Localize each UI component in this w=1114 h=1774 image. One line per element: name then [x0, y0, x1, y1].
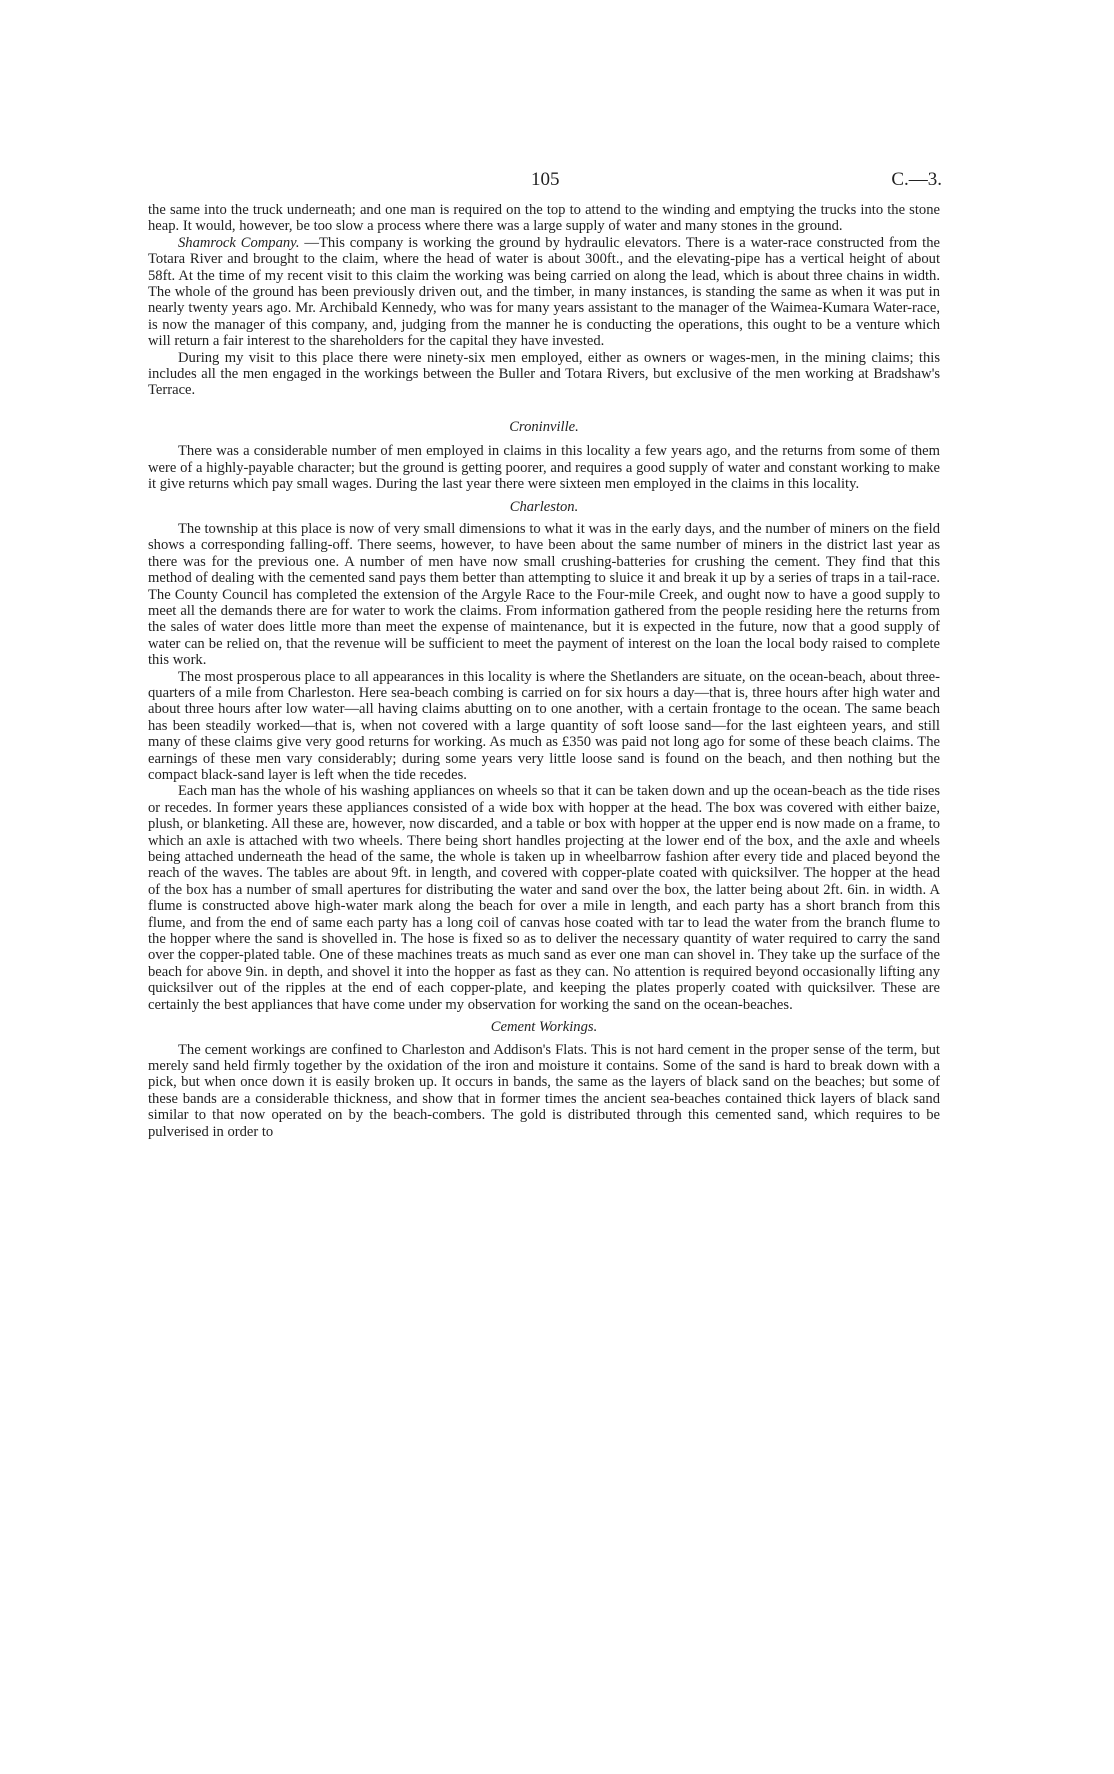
heading-croninville: Croninville.	[509, 418, 579, 435]
heading-cement-workings: Cement Workings.	[490, 1019, 598, 1036]
paragraph-cement-workings: The cement workings are confined to Charleston and Addison's Flats. This is not hard cement in the proper sense of the term, but merely sand held firmly together by the oxidation of the iron and moisture it contains. Some of the sand is hard to break down with a pick, but when once down it is easily broken up. It occurs in bands, the same as the layers of black sand on the beaches; but some of these bands are a considerable thickness, and show that in former times the ancient sea-beaches contained thick layers of black sand similar to that now operated on by the beach-combers. The gold is distributed through this cemented sand, which requires to be pulverised in order to	[148, 1041, 940, 1140]
shamrock-company-heading: Shamrock Company.	[178, 234, 300, 251]
paragraph-shamrock-company	[148, 235, 940, 350]
page-number: 105	[531, 169, 560, 190]
paragraph-washing-appliances: Each man has the whole of his washing appliances on wheels so that it can be taken down and up the ocean-beach as the tide rises or recedes. In former years these appliances consisted of a wide box with hopper at the head. The box was covered with either baize, plush, or blanketing. All these are, however, now discarded, and a table or box with hopper at the upper end is now made on a frame, to which an axle is attached with two wheels. There being short handles projecting at the lower end of the box, and the axle and wheels being attached underneath the head of the same, the whole is taken up in wheelbarrow fashion after every tide and placed beyond the reach of the waves. The tables are about 9ft. in length, and covered with copper-plate coated with quicksilver. The hopper at the head of the box has a number of small apertures for distributing the water and sand over the box, the latter being about 2ft. 6in. in width. A flume is constructed above high-water mark along the beach for over a mile in length, and each party has a short branch from this flume, and from the end of same each party has a long coil of canvas hose coated with tar to lead the water from the branch flume to the hopper where the sand is shovelled in. The hose is fixed so as to deliver the necessary quantity of water required to carry the sand over the copper-plated table. One of these machines treats as much sand as ever one man can shovel in. They take up the surface of the beach for above 9in. in depth, and shovel it into the hopper as fast as they can. No attention is required beyond occasionally lifting any quicksilver out of the ripples at the end of each copper-plate, and keeping the plates properly coated with quicksilver. These are certainly the best appliances that have come under my observation for working the sand on the ocean-beaches.	[148, 783, 940, 1013]
document-reference: C.—3.	[891, 169, 942, 190]
paragraph-croninville: There was a considerable number of men employed in claims in this locality a few years ago, and the returns from some of them were of a highly-payable character; but the ground is getting poorer, and requires a good supply of water and constant working to make it give returns which pay small wages. During the last year there were sixteen men employed in the claims in this locality.	[148, 443, 940, 493]
paragraph-charleston-township: The township at this place is now of very small dimensions to what it was in the early days, and the number of miners on the field shows a corresponding falling-off. There seems, however, to have been about the same number of miners in the district last year as there was for the previous one. A number of men have now small crushing-batteries for crushing the cement. They find that this method of dealing with the cemented sand pays them better than attempting to sluice it and break it up by a series of traps in a tail-race. The County Council has completed the extension of the Argyle Race to the Four-mile Creek, and ought now to have a good supply to meet all the demands there are for water to work the claims. From information gathered from the people residing here the returns from the sales of water does little more than meet the expense of maintenance, but it is expected in the future, now that a good supply of water can be relied on, that the revenue will be sufficient to meet the payment of interest on the loan the local body raised to complete this work.	[148, 520, 940, 669]
page-header	[148, 168, 940, 202]
heading-charleston: Charleston.	[509, 498, 579, 515]
paragraph-visit-miners: During my visit to this place there were ninety-six men employed, either as owners or wages-men, in the mining claims; this includes all the men engaged in the workings between the Buller and Totara Rivers, but exclusive of the men working at Bradshaw's Terrace.	[148, 349, 940, 399]
paragraph-truck-continuation: the same into the truck underneath; and one man is required on the top to attend to the winding and emptying the trucks into the stone heap. It would, however, be too slow a process where there was a large supply of water and many stones in the ground.	[148, 202, 940, 235]
shamrock-company-text: —This company is working the ground by hydraulic elevators. There is a water-race constructed from the Totara River and brought to the claim, where the head of water is about 300ft., and the elevating-pipe has a vertical height of about 58ft. At the time of my recent visit to this claim the working was being carried on along the lead, which is about three chains in width. The whole of the ground has been previously driven out, and the timber, in many instances, is standing the same as when it was put in nearly twenty years ago. Mr. Archibald Kennedy, who was for many years assistant to the manager of the Waimea-Kumara Water-race, is now the manager of this company, and, judging from the manner he is conducting the operations, this ought to be a venture which will return a fair interest to the shareholders for the capital they have invested.	[148, 234, 940, 350]
document-page	[148, 168, 940, 1140]
paragraph-shetlanders-beach: The most prosperous place to all appearances in this locality is where the Shetlanders are situate, on the ocean-beach, about three-quarters of a mile from Charleston. Here sea-beach combing is carried on for six hours a day—that is, three hours after high water and about three hours after low water—all having claims abutting on to one another, with a certain frontage to the ocean. The same beach has been steadily worked—that is, when not covered with a large quantity of soft loose sand—for the last eighteen years, and still many of these claims give very good returns for working. As much as £350 was paid not long ago for some of these beach claims. The earnings of these men vary considerably; during some years very little loose sand is found on the beach, and then nothing but the compact black-sand layer is left when the tide recedes.	[148, 668, 940, 783]
